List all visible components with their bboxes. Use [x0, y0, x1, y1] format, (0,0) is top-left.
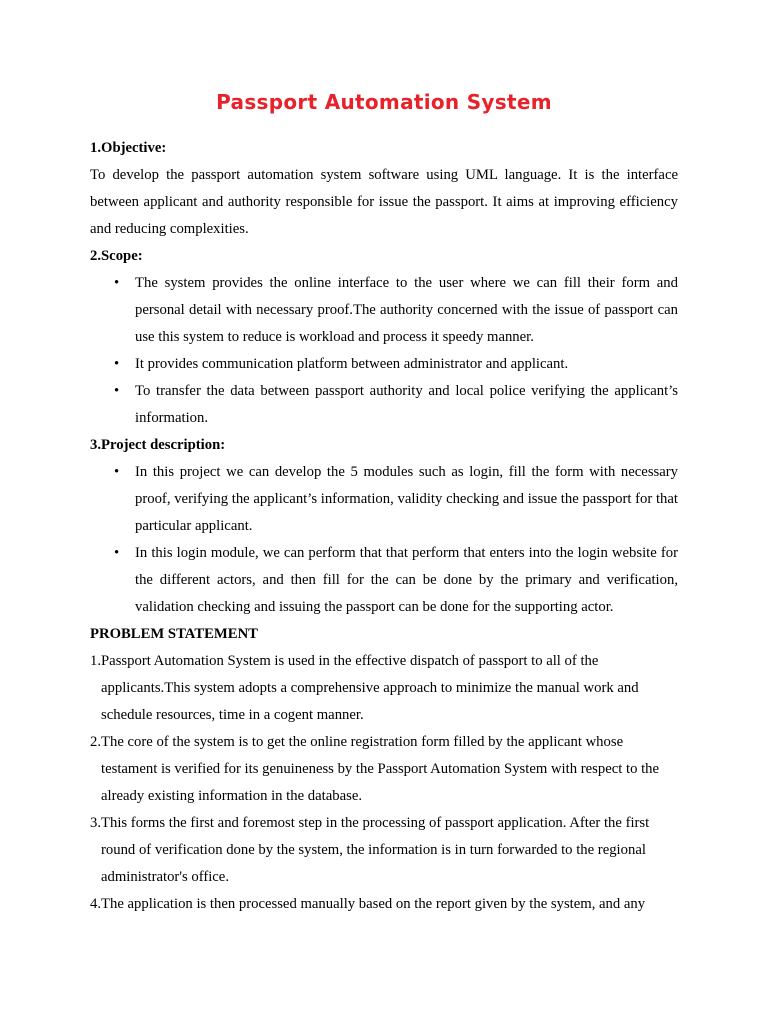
bullet-icon: • — [114, 383, 120, 399]
document-body — [90, 135, 678, 918]
scope-list — [90, 270, 678, 432]
scope-heading: 2.Scope: — [90, 248, 143, 264]
list-item: • To transfer the data between passport authority and local police verifying the applicant’s information. — [90, 378, 678, 432]
bullet-icon: • — [114, 275, 120, 291]
list-item: • It provides communication platform between administrator and applicant. — [90, 351, 678, 378]
list-item: • In this project we can develop the 5 modules such as login, fill the form with necessary proof, verifying the applicant’s information, validity checking and issue the passport for that particular applicant. — [90, 459, 678, 540]
bullet-icon: • — [114, 545, 120, 561]
list-item: 4.The application is then processed manually based on the report given by the system, and any — [90, 896, 646, 912]
project-description-list — [90, 459, 678, 621]
list-item: 1.Passport Automation System is used in the effective dispatch of passport to all of the applicants.This system adopts a comprehensive approach to minimize the manual work and schedule resources, time in a cogent manner. — [90, 653, 639, 723]
bullet-icon: • — [114, 356, 120, 372]
bullet-icon: • — [114, 464, 120, 480]
page-title: Passport Automation System — [216, 90, 552, 114]
objective-heading: 1.Objective: — [90, 140, 167, 156]
objective-text: To develop the passport automation system software using UML language. It is the interface between applicant and authority responsible for issue the passport. It aims at improving efficiency and reducing complexities. — [90, 167, 678, 237]
list-item: • In this login module, we can perform that that perform that enters into the login website for the different actors, and then fill for the can be done by the primary and verification, validation checking and issuing the passport can be done for the supporting actor. — [90, 540, 678, 621]
list-item: • The system provides the online interface to the user where we can fill their form and personal detail with necessary proof.The authority concerned with the issue of passport can use this system to reduce is workload and process it speedy manner. — [90, 270, 678, 351]
list-item: 2.The core of the system is to get the online registration form filled by the applicant whose testament is verified for its genuineness by the Passport Automation System with respect to the already existing information in the database. — [90, 734, 660, 804]
problem-statement-list — [90, 648, 678, 918]
list-item: 3.This forms the first and foremost step in the processing of passport application. After the first round of verification done by the system, the information is in turn forwarded to the regional administrator's office. — [90, 815, 650, 885]
problem-statement-heading: PROBLEM STATEMENT — [90, 626, 258, 642]
project-description-heading: 3.Project description: — [90, 437, 226, 453]
